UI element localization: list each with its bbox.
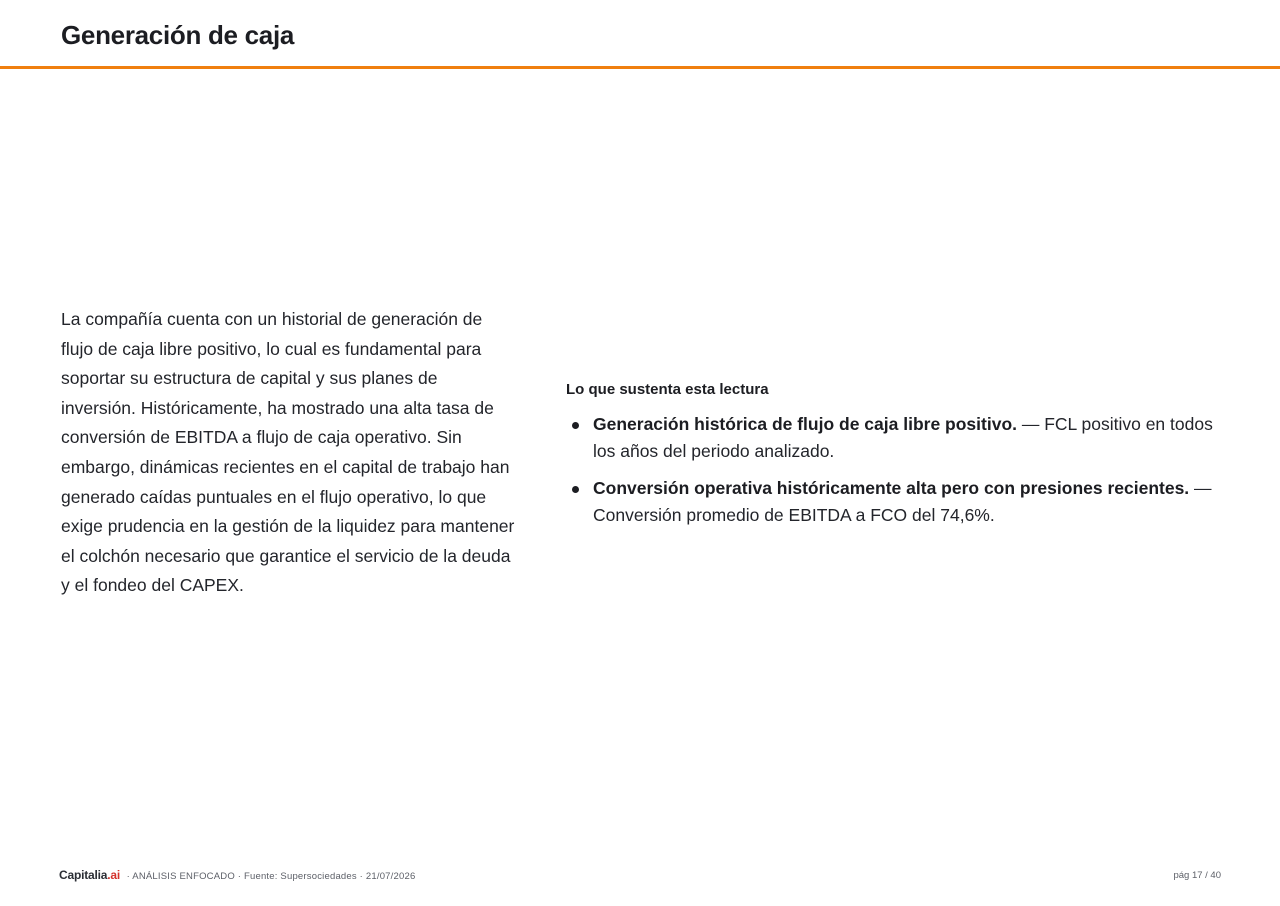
list-item bbox=[566, 475, 1226, 529]
page-footer bbox=[59, 868, 1221, 886]
brand-suffix: .ai bbox=[107, 868, 120, 882]
list-item-title: Conversión operativa históricamente alta pero con presiones recientes. bbox=[593, 478, 1190, 498]
page-title: Generación de caja bbox=[61, 20, 295, 50]
list-item-detail: — Conversión promedio de EBITDA a FCO del 74,6%. bbox=[593, 478, 1212, 525]
page-number: pág 17 / 40 bbox=[1173, 870, 1221, 881]
list-item bbox=[566, 411, 1226, 465]
summary-section bbox=[61, 305, 516, 601]
list-item-title: Generación histórica de flujo de caja libre positivo. bbox=[593, 414, 1017, 434]
list-item-detail: — FCL positivo en todos los años del periodo analizado. bbox=[593, 414, 1213, 461]
footer-meta: · ANÁLISIS ENFOCADO · Fuente: Supersociedades · 21/07/2026 bbox=[126, 871, 416, 882]
support-list bbox=[566, 411, 1226, 529]
bullet-icon bbox=[572, 486, 579, 493]
brand-name: Capitalia bbox=[59, 868, 108, 882]
footer-left bbox=[59, 868, 415, 882]
brand-logo bbox=[59, 868, 120, 882]
support-section bbox=[566, 379, 1226, 539]
support-heading: Lo que sustenta esta lectura bbox=[566, 381, 769, 398]
bullet-icon bbox=[572, 422, 579, 429]
summary-paragraph: La compañía cuenta con un historial de generación de flujo de caja libre positivo, lo cual es fundamental para soportar su estructura de capital y sus planes de inversión. Históricamente, ha mostrado una alta tasa de conversión de EBITDA a flujo de caja operativo. Sin embargo, dinámicas recientes en el capital de trabajo han generado caídas puntuales en el flujo operativo, lo que exige prudencia en la gestión de la liquidez para mantener el colchón necesario que garantice el servicio de la deuda y el fondeo del CAPEX. bbox=[61, 309, 515, 596]
page-header bbox=[0, 0, 1280, 69]
